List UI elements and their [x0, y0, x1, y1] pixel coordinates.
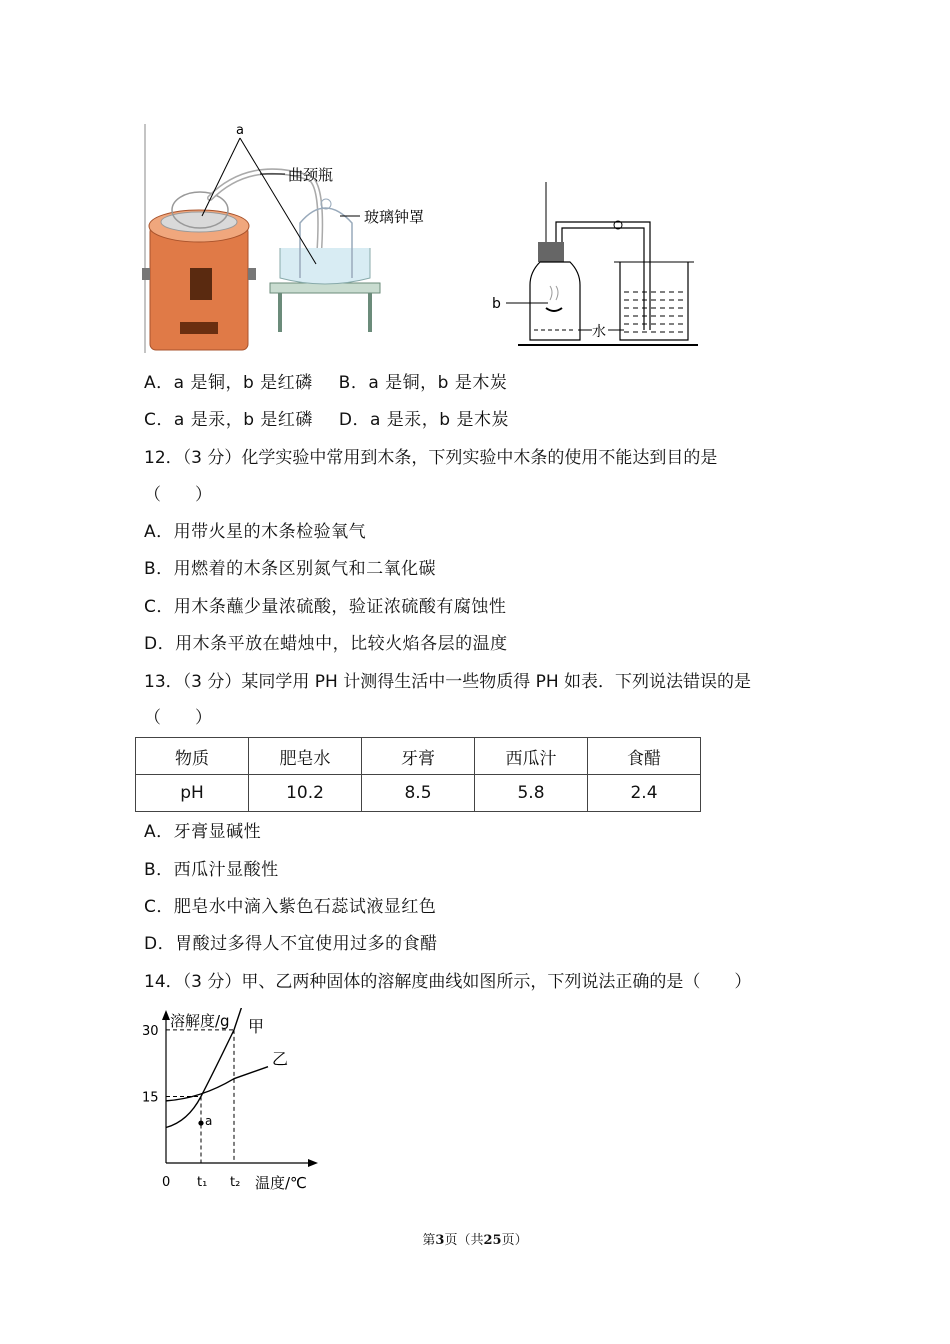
table-cell: 西瓜汁 — [475, 738, 588, 775]
y-axis-label: 溶解度/g — [170, 1012, 230, 1030]
solubility-chart — [140, 1008, 340, 1198]
y-tick-label: 30 — [142, 1023, 159, 1039]
table-cell: 10.2 — [249, 775, 362, 812]
q11-option-d: D．a 是汞，b 是木炭 — [338, 410, 509, 430]
x-axis-label: 温度/℃ — [255, 1174, 307, 1192]
label-curved-flask: 曲颈瓶 — [288, 166, 334, 184]
footer-text: 第 — [422, 1233, 436, 1248]
table-cell: 牙膏 — [362, 738, 475, 775]
table-cell: 肥皂水 — [249, 738, 362, 775]
footer-page-number: 3 — [435, 1233, 445, 1248]
table-row — [136, 738, 701, 775]
footer-text: 页（共 — [444, 1233, 484, 1248]
q12-stem: 12．（3 分）化学实验中常用到木条，下列实验中木条的使用不能达到目的是 — [144, 448, 718, 468]
label-bell-jar: 玻璃钟罩 — [364, 208, 425, 226]
fig11-left-apparatus — [140, 118, 450, 358]
table-cell: 2.4 — [588, 775, 701, 812]
footer-total-pages: 25 — [483, 1233, 502, 1248]
q12-option-d: D．用木条平放在蜡烛中，比较火焰各层的温度 — [144, 634, 508, 654]
table-cell: 食醋 — [588, 738, 701, 775]
y-tick-label: 15 — [142, 1090, 159, 1106]
x-axis-arrow — [308, 1159, 318, 1167]
q14-stem: 14．（3 分）甲、乙两种固体的溶解度曲线如图所示，下列说法正确的是（ ） — [144, 972, 752, 992]
y-axis-arrow — [162, 1010, 170, 1020]
fig11-right-apparatus — [488, 180, 708, 350]
label-water: 水 — [592, 324, 606, 340]
label-a: a — [236, 123, 244, 138]
q13-stem: 13．（3 分）某同学用 PH 计测得生活中一些物质得 PH 如表．下列说法错误的是 — [144, 672, 752, 692]
point-a-label: a — [205, 1114, 213, 1129]
point-a — [198, 1120, 203, 1125]
series-line-yi — [166, 1067, 268, 1101]
q13-option-c: C．肥皂水中滴入紫色石蕊试液显红色 — [144, 897, 437, 917]
page-footer — [0, 1229, 950, 1248]
q12-option-a: A．用带火星的木条检验氧气 — [144, 522, 367, 542]
q13-blank: （ ） — [144, 708, 212, 728]
q13-option-d: D．胃酸过多得人不宜使用过多的食醋 — [144, 934, 438, 954]
q12-blank: （ ） — [144, 485, 212, 505]
q12-option-b: B．用燃着的木条区别氮气和二氧化碳 — [144, 559, 437, 579]
series-label-yi: 乙 — [272, 1049, 289, 1069]
q11-option-b: B．a 是铜，b 是木炭 — [338, 373, 508, 393]
x-tick-label: 0 — [162, 1175, 171, 1190]
q11-options-row1 — [144, 372, 507, 394]
series-label-jia: 甲 — [248, 1017, 265, 1036]
footer-text: 页） — [501, 1233, 528, 1248]
q11-option-a: A．a 是铜，b 是红磷 — [144, 373, 313, 393]
ph-table — [135, 737, 701, 812]
table-cell: pH — [136, 775, 249, 812]
table-cell: 5.8 — [475, 775, 588, 812]
table-cell: 物质 — [136, 738, 249, 775]
q13-option-b: B．西瓜汁显酸性 — [144, 860, 279, 880]
table-cell: 8.5 — [362, 775, 475, 812]
q13-option-a: A．牙膏显碱性 — [144, 822, 262, 842]
label-b: b — [492, 296, 501, 312]
x-tick-label: t₂ — [230, 1175, 241, 1190]
q11-option-c: C．a 是汞，b 是红磷 — [144, 410, 313, 430]
q11-options-row2 — [144, 409, 509, 431]
q12-option-c: C．用木条蘸少量浓硫酸，验证浓硫酸有腐蚀性 — [144, 597, 507, 617]
table-row — [136, 775, 701, 812]
x-tick-label: t₁ — [197, 1175, 208, 1190]
